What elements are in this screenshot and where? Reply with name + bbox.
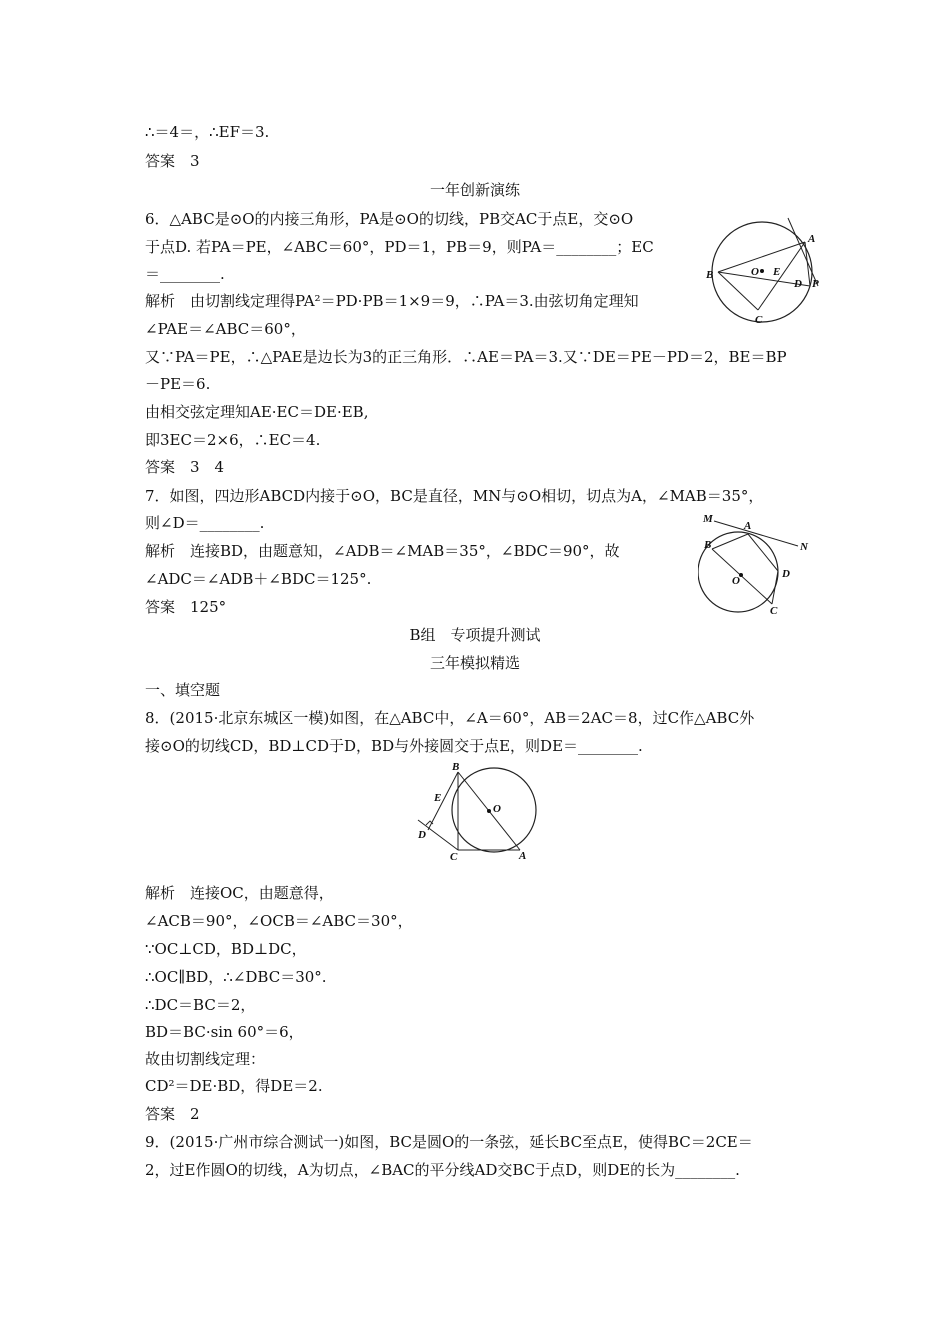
point-label: B	[452, 762, 460, 773]
point-label: C	[755, 314, 763, 326]
answer-6-line: 答案 3 4	[145, 458, 225, 476]
solution-8-line: ∵OC⊥CD，BD⊥DC，	[145, 940, 307, 958]
question-6-line: ＝________.	[145, 265, 225, 283]
solution-6-line: 由相交弦定理知AE·EC＝DE·EB,	[145, 403, 369, 421]
section-heading: 一年创新演练	[429, 181, 520, 199]
subsection-heading: 一、填空题	[145, 681, 221, 699]
point-label: D	[794, 278, 802, 290]
point-label: C	[450, 851, 458, 863]
point-label: O	[493, 803, 501, 815]
point-label: M	[703, 513, 713, 525]
section-heading: 三年模拟精选	[429, 654, 520, 672]
answer-7-line: 答案 125°	[145, 598, 227, 616]
solution-6-line: 又∵PA＝PE，∴△PAE是边长为3的正三角形．∴AE＝PA＝3.又∵DE＝PE－PD＝2，BE＝BP	[145, 348, 787, 366]
point-label: A	[808, 233, 816, 245]
point-label: O	[751, 266, 759, 278]
point-label: A	[744, 520, 752, 532]
solution-7-line: ∠ADC＝∠ADB＋∠BDC＝125°.	[145, 570, 372, 588]
question-7-line: 7．如图，四边形ABCD内接于⊙O，BC是直径，MN与⊙O相切，切点为A，∠MAB＝35°，	[145, 487, 764, 505]
solution-8-line: ∠ACB＝90°，∠OCB＝∠ABC＝30°，	[145, 912, 413, 930]
point-label: B	[706, 269, 714, 281]
solution-8-line: CD²＝DE·BD，得DE＝2.	[145, 1077, 323, 1095]
point-label: O	[732, 575, 740, 587]
point-label: D	[418, 829, 426, 841]
question-8-line: 8．(2015·北京东城区一模)如图，在△ABC中，∠A＝60°，AB＝2AC＝8，过C作△ABC外	[145, 709, 755, 727]
point-label: B	[704, 539, 712, 551]
point-label: D	[782, 568, 790, 580]
solution-8-line: BD＝BC·sin 60°＝6，	[145, 1023, 304, 1041]
question-8-line: 接⊙O的切线CD，BD⊥CD于D，BD与外接圆交于点E，则DE＝________.	[145, 737, 643, 755]
geometry-figure-q6	[700, 212, 830, 327]
section-heading: B组 专项提升测试	[409, 626, 541, 644]
solution-8-line: ∴OC∥BD，∴∠DBC＝30°.	[145, 968, 327, 986]
solution-6-line: ∠PAE＝∠ABC＝60°，	[145, 320, 306, 338]
point-label: C	[770, 605, 778, 617]
solution-6-line: 即3EC＝2×6，∴EC＝4.	[145, 431, 321, 449]
solution-8-line: ∴DC＝BC＝2，	[145, 996, 256, 1014]
question-6-line: 于点D. 若PA＝PE，∠ABC＝60°，PD＝1，PB＝9，则PA＝________；EC	[145, 238, 654, 256]
solution-8-line: 解析 连接OC，由题意得，	[145, 884, 334, 902]
point-label: E	[773, 266, 781, 278]
point-label: P	[812, 278, 819, 290]
geometry-figure-q7	[698, 508, 818, 618]
point-label: A	[519, 850, 527, 862]
solution-8-line: 故由切割线定理：	[145, 1050, 266, 1068]
solution-6-line: －PE＝6.	[145, 375, 211, 393]
solution-7-line: 解析 连接BD，由题意知，∠ADB＝∠MAB＝35°，∠BDC＝90°，故	[145, 542, 620, 560]
question-6-line: 6．△ABC是⊙O的内接三角形，PA是⊙O的切线，PB交AC于点E，交⊙O	[145, 210, 634, 228]
answer-8-line: 答案 2	[145, 1105, 200, 1123]
question-7-line: 则∠D＝________.	[145, 514, 265, 532]
answer-line: 答案 3	[145, 152, 200, 170]
point-label: N	[800, 541, 808, 553]
question-9-line: 2，过E作圆O的切线，A为切点，∠BAC的平分线AD交BC于点D，则DE的长为________.	[145, 1161, 740, 1179]
text-line: ∴＝4＝，∴EF＝3.	[145, 123, 270, 141]
point-label: E	[434, 792, 442, 804]
solution-6-line: 解析 由切割线定理得PA²＝PD·PB＝1×9＝9，∴PA＝3.由弦切角定理知	[145, 292, 639, 310]
geometry-figure-q8	[412, 762, 547, 864]
question-9-line: 9．(2015·广州市综合测试一)如图，BC是圆O的一条弦，延长BC至点E，使得BC＝2CE＝	[145, 1133, 753, 1151]
